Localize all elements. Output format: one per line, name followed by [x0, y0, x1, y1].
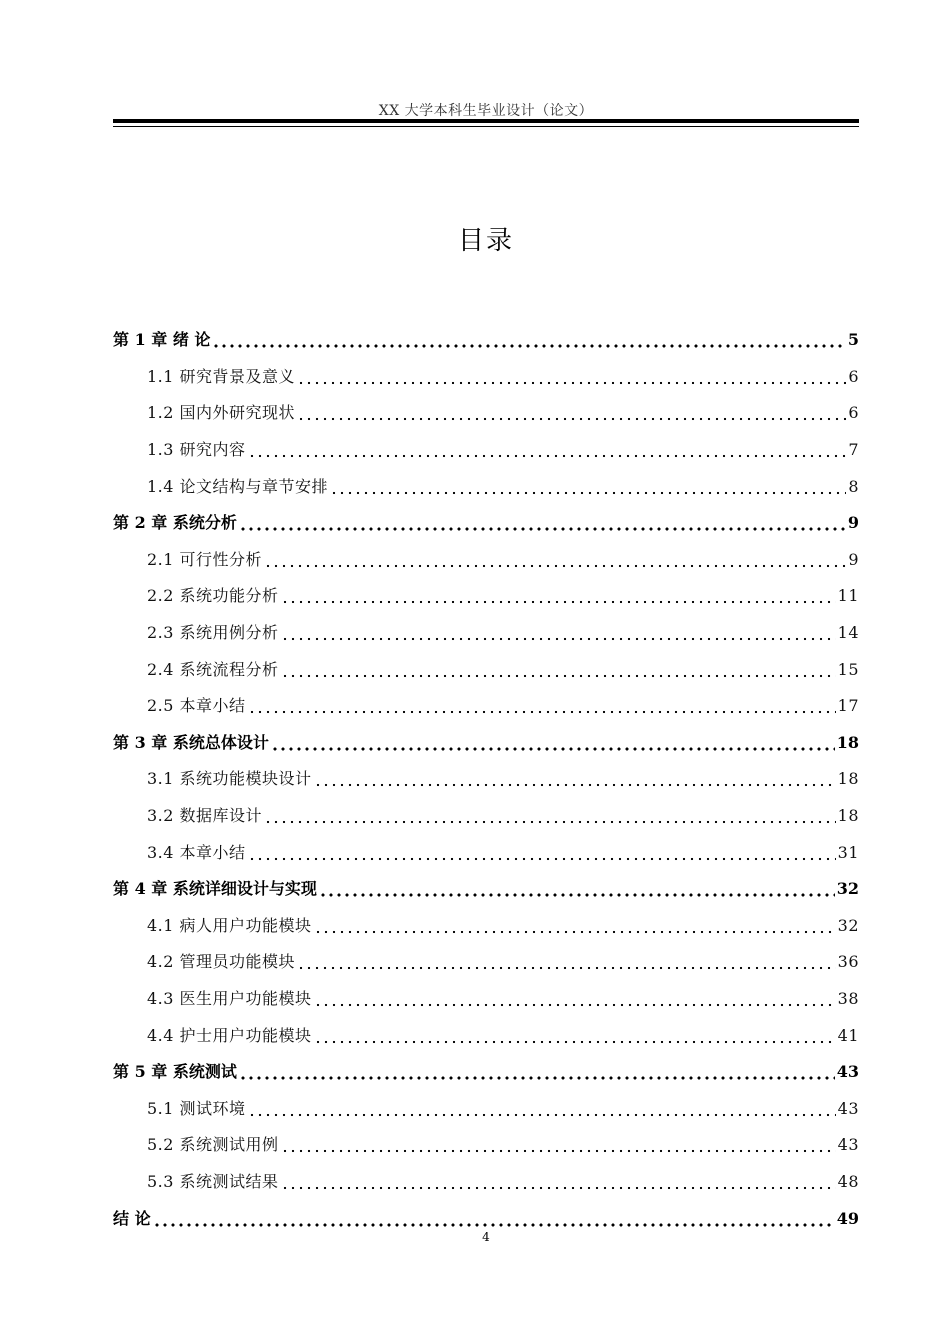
- toc-entry-title: 1.1 研究背景及意义: [147, 366, 296, 386]
- toc-chapter-entry[interactable]: [113, 322, 859, 359]
- toc-chapter-entry[interactable]: [113, 1054, 859, 1091]
- toc-entry-title: 第 4 章 系统详细设计与实现: [113, 879, 317, 899]
- toc-entry-title: 4.1 病人用户功能模块: [147, 915, 312, 935]
- toc-entry-page: 6: [848, 366, 859, 386]
- toc-section-entry[interactable]: [113, 542, 859, 579]
- toc-entry-page: 32: [837, 915, 859, 935]
- dot-leader: [297, 417, 846, 421]
- toc-entry-page: 41: [837, 1025, 859, 1045]
- toc-entry-page: 15: [837, 659, 859, 679]
- dot-leader: [297, 381, 846, 385]
- dot-leader: [271, 747, 835, 751]
- toc-entry-title: 3.1 系统功能模块设计: [147, 769, 312, 789]
- toc-section-entry[interactable]: [113, 1127, 859, 1164]
- toc-entry-title: 第 1 章 绪 论: [113, 330, 211, 350]
- toc-entry-title: 第 5 章 系统测试: [113, 1062, 237, 1082]
- toc-section-entry[interactable]: [113, 395, 859, 432]
- header-rule-thick: [113, 119, 859, 123]
- toc-entry-title: 5.2 系统测试用例: [147, 1135, 279, 1155]
- toc-section-entry[interactable]: [113, 468, 859, 505]
- dot-leader: [264, 564, 846, 568]
- dot-leader: [153, 1223, 835, 1227]
- dot-leader: [314, 1040, 836, 1044]
- dot-leader: [297, 966, 836, 970]
- toc-entry-page: 5: [847, 330, 859, 350]
- toc-entry-page: 49: [836, 1208, 859, 1228]
- dot-leader: [314, 783, 836, 787]
- toc-entry-page: 9: [847, 513, 859, 533]
- toc-entry-page: 43: [836, 1062, 859, 1082]
- toc-section-entry[interactable]: [113, 1017, 859, 1054]
- toc-section-entry[interactable]: [113, 798, 859, 835]
- dot-leader: [248, 1113, 836, 1117]
- dot-leader: [314, 1003, 836, 1007]
- toc-section-entry[interactable]: [113, 688, 859, 725]
- dot-leader: [281, 600, 836, 604]
- toc-section-entry[interactable]: [113, 651, 859, 688]
- toc-entry-title: 4.2 管理员功能模块: [147, 952, 296, 972]
- toc-entry-page: 9: [848, 549, 859, 569]
- toc-section-entry[interactable]: [113, 615, 859, 652]
- toc-entry-page: 17: [837, 696, 859, 716]
- toc-entry-page: 43: [837, 1135, 859, 1155]
- toc-section-entry[interactable]: [113, 761, 859, 798]
- toc-entry-title: 2.2 系统功能分析: [147, 586, 279, 606]
- dot-leader: [281, 1186, 836, 1190]
- toc-section-entry[interactable]: [113, 1090, 859, 1127]
- toc-entry-title: 2.1 可行性分析: [147, 549, 263, 569]
- dot-leader: [264, 820, 836, 824]
- dot-leader: [248, 710, 836, 714]
- toc-entry-title: 5.3 系统测试结果: [147, 1171, 279, 1191]
- toc-chapter-entry[interactable]: [113, 725, 859, 762]
- toc-entry-title: 4.3 医生用户功能模块: [147, 988, 312, 1008]
- page-number: 4: [482, 1230, 490, 1244]
- toc-entry-title: 1.3 研究内容: [147, 440, 246, 460]
- toc-entry-page: 32: [836, 879, 859, 899]
- toc-entry-page: 6: [848, 403, 859, 423]
- toc-section-entry[interactable]: [113, 944, 859, 981]
- toc-entry-title: 4.4 护士用户功能模块: [147, 1025, 312, 1045]
- toc-entry-page: 11: [837, 586, 859, 606]
- toc-section-entry[interactable]: [113, 908, 859, 945]
- dot-leader: [319, 893, 835, 897]
- dot-leader: [281, 637, 836, 641]
- toc-entry-title: 1.2 国内外研究现状: [147, 403, 296, 423]
- toc-section-entry[interactable]: [113, 834, 859, 871]
- toc-entry-title: 1.4 论文结构与章节安排: [147, 476, 329, 496]
- toc-entry-page: 31: [837, 842, 859, 862]
- toc-entry-page: 43: [837, 1098, 859, 1118]
- toc-section-entry[interactable]: [113, 359, 859, 396]
- dot-leader: [281, 1149, 836, 1153]
- toc-entry-page: 36: [837, 952, 859, 972]
- toc-entry-page: 18: [837, 806, 859, 826]
- toc-entry-page: 7: [848, 440, 859, 460]
- toc-entry-page: 14: [837, 623, 859, 643]
- table-of-contents: [113, 322, 859, 1237]
- toc-entry-page: 18: [836, 732, 859, 752]
- toc-chapter-entry[interactable]: [113, 505, 859, 542]
- toc-entry-page: 18: [837, 769, 859, 789]
- dot-leader: [248, 857, 836, 861]
- dot-leader: [281, 674, 836, 678]
- toc-entry-page: 38: [837, 988, 859, 1008]
- toc-section-entry[interactable]: [113, 1164, 859, 1201]
- toc-title: 目录: [457, 226, 514, 256]
- toc-entry-title: 5.1 测试环境: [147, 1098, 246, 1118]
- toc-entry-title: 2.4 系统流程分析: [147, 659, 279, 679]
- toc-entry-title: 第 3 章 系统总体设计: [113, 732, 269, 752]
- dot-leader: [239, 527, 846, 531]
- toc-entry-page: 48: [837, 1171, 859, 1191]
- header-rule-thin: [113, 126, 859, 127]
- toc-entry-title: 3.2 数据库设计: [147, 806, 263, 826]
- toc-entry-page: 8: [848, 476, 859, 496]
- toc-section-entry[interactable]: [113, 578, 859, 615]
- toc-chapter-entry[interactable]: [113, 871, 859, 908]
- running-header: XX 大学本科生毕业设计（论文）: [378, 103, 594, 119]
- toc-section-entry[interactable]: [113, 432, 859, 469]
- dot-leader: [314, 930, 836, 934]
- dot-leader: [212, 344, 845, 348]
- dot-leader: [239, 1076, 835, 1080]
- toc-entry-title: 2.3 系统用例分析: [147, 623, 279, 643]
- dot-leader: [330, 491, 846, 495]
- toc-entry-title: 结 论: [113, 1208, 151, 1228]
- dot-leader: [248, 454, 847, 458]
- toc-entry-title: 3.4 本章小结: [147, 842, 246, 862]
- toc-entry-title: 第 2 章 系统分析: [113, 513, 237, 533]
- toc-entry-title: 2.5 本章小结: [147, 696, 246, 716]
- toc-section-entry[interactable]: [113, 981, 859, 1018]
